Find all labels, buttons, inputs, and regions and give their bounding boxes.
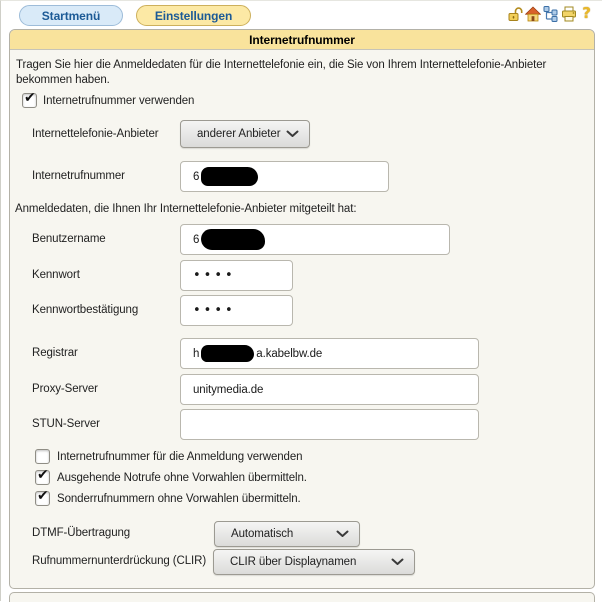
tab-einstellungen[interactable] — [136, 5, 251, 26]
number-label: Internetrufnummer — [32, 170, 125, 182]
checkbox-box[interactable] — [35, 470, 50, 485]
registrar-label: Registrar — [32, 347, 78, 359]
proxy-input[interactable] — [180, 374, 479, 405]
provider-label: Internettelefonie-Anbieter — [32, 128, 159, 140]
password-confirm-label: Kennwortbestätigung — [32, 304, 139, 316]
dtmf-label: DTMF-Übertragung — [32, 527, 131, 539]
number-visible-value: 6 — [193, 170, 200, 183]
registrar-suffix: a.kabelbw.de — [256, 347, 323, 360]
dtmf-selected-value: Automatisch — [231, 528, 294, 540]
password-label: Kennwort — [32, 269, 80, 281]
checkbox-box[interactable] — [22, 93, 37, 108]
password-masked-value: •••• — [193, 268, 236, 283]
username-visible-value: 6 — [193, 233, 200, 246]
registrar-prefix: h — [193, 347, 200, 360]
chevron-down-icon — [286, 130, 299, 138]
chevron-down-icon — [336, 530, 349, 538]
credentials-heading: Anmeldedaten, die Ihnen Ihr Internettelefonie-Anbieter mitgeteilt hat: — [15, 203, 357, 215]
provider-selected-value: anderer Anbieter — [197, 128, 281, 140]
username-label: Benutzername — [32, 233, 106, 245]
checkbox-label: Internetrufnummer verwenden — [43, 94, 195, 107]
proxy-label: Proxy-Server — [32, 383, 98, 395]
stun-label: STUN-Server — [32, 418, 100, 430]
stun-input[interactable] — [180, 409, 479, 440]
checkbox-label: Sonderrufnummern ohne Vorwahlen übermitteln. — [57, 492, 301, 505]
tab-einstellungen-label: Einstellungen — [154, 8, 233, 23]
lock-icon[interactable] — [506, 5, 523, 22]
checkbox-box[interactable] — [35, 449, 50, 464]
checkbox-label: Internetrufnummer für die Anmeldung verwenden — [57, 450, 303, 463]
chevron-down-icon — [391, 558, 404, 566]
toolbar-icons — [506, 5, 595, 22]
provider-dropdown[interactable] — [180, 120, 310, 148]
registrar-input[interactable] — [180, 338, 479, 369]
clir-selected-value: CLIR über Displaynamen — [230, 556, 357, 568]
checkbox-number-for-login[interactable] — [35, 449, 302, 464]
redaction-blob — [201, 167, 258, 186]
checkbox-label: Ausgehende Notrufe ohne Vorwahlen übermitteln. — [57, 471, 307, 484]
checkbox-use-internetrufnummer[interactable] — [22, 93, 194, 108]
dtmf-dropdown[interactable] — [214, 521, 360, 547]
password-confirm-masked-value: •••• — [193, 303, 236, 318]
redaction-blob — [201, 229, 265, 250]
help-icon-glyph: ? — [582, 4, 591, 22]
password-confirm-input[interactable] — [180, 295, 293, 326]
password-input[interactable] — [180, 260, 293, 291]
home-icon[interactable] — [524, 5, 541, 22]
proxy-value: unitymedia.de — [193, 383, 264, 396]
sitemap-icon[interactable] — [542, 5, 559, 22]
tab-startmenu-label: Startmenü — [41, 8, 101, 23]
checkbox-special-numbers[interactable] — [35, 491, 301, 506]
clir-dropdown[interactable] — [213, 549, 415, 575]
checkbox-emergency-calls[interactable] — [35, 470, 307, 485]
print-icon[interactable] — [560, 5, 577, 22]
internetrufnummer-input[interactable] — [180, 161, 389, 192]
internetrufnummer-panel — [9, 29, 595, 589]
checkbox-box[interactable] — [35, 491, 50, 506]
top-tab-bar — [1, 1, 602, 29]
intro-text: Tragen Sie hier die Anmeldedaten für die Internettelefonie ein, die Sie von Ihrem Internettelefonie-Anbieter bekommen haben. — [16, 59, 547, 86]
redaction-blob — [201, 345, 254, 362]
username-input[interactable] — [180, 224, 450, 255]
help-icon[interactable] — [578, 5, 595, 22]
panel-title: Internetrufnummer — [10, 30, 594, 50]
clir-label: Rufnummernunterdrückung (CLIR) — [32, 555, 207, 567]
tab-startmenu[interactable] — [19, 5, 123, 26]
